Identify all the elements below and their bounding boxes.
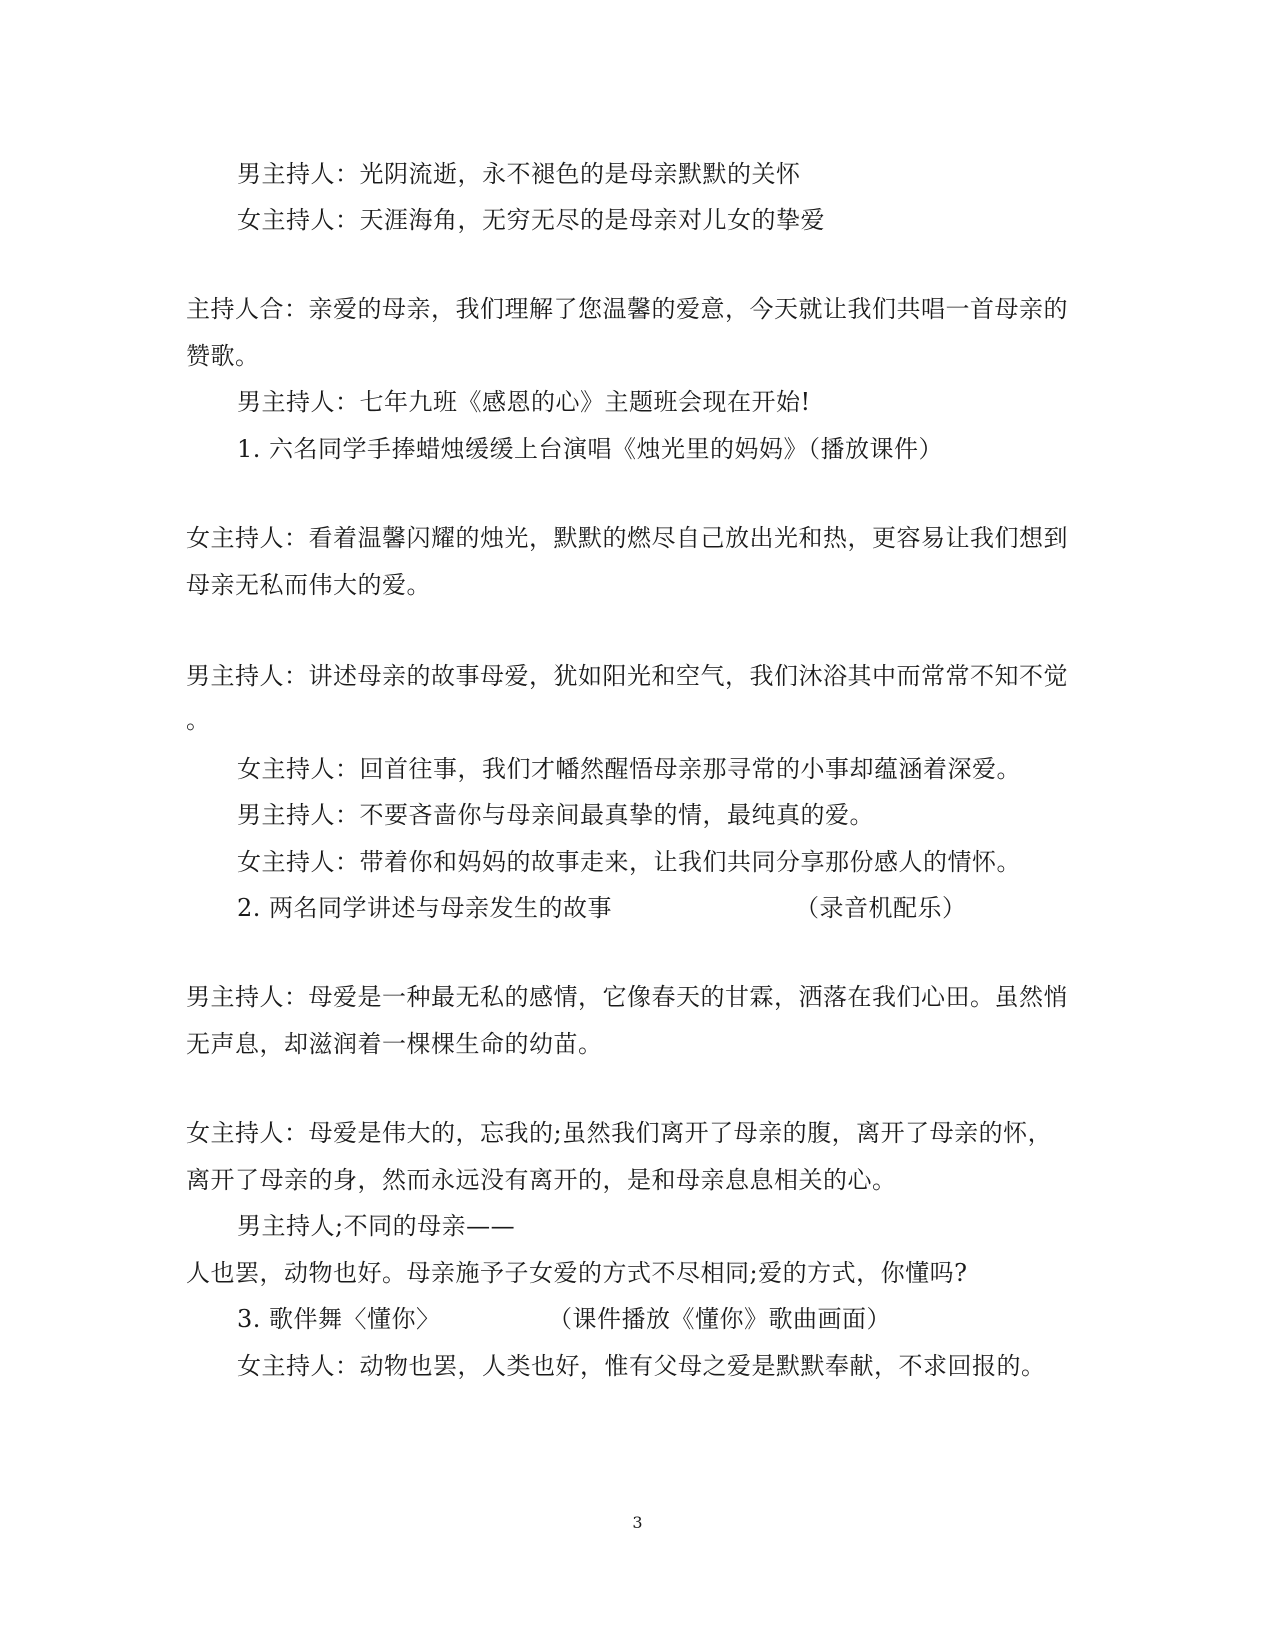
paragraph-line: 男主持人：讲述母亲的故事母爱，犹如阳光和空气，我们沐浴其中而常常不知不觉 <box>186 662 1068 690</box>
paragraph-line: 女主持人：回首往事，我们才幡然醒悟母亲那寻常的小事却蕴涵着深爱。 <box>237 755 1021 783</box>
paragraph-line: 女主持人：母爱是伟大的，忘我的;虽然我们离开了母亲的腹，离开了母亲的怀， <box>186 1119 1053 1147</box>
paragraph-line: 离开了母亲的身，然而永远没有离开的，是和母亲息息相关的心。 <box>186 1166 897 1194</box>
paragraph-line: 男主持人：光阴流逝，永不褪色的是母亲默默的关怀 <box>237 160 801 188</box>
paragraph-line: 男主持人：母爱是一种最无私的感情，它像春天的甘霖，洒落在我们心田。虽然悄 <box>186 983 1068 1011</box>
paragraph-line: 母亲无私而伟大的爱。 <box>186 571 431 599</box>
paragraph-line: 人也罢，动物也好。母亲施予子女爱的方式不尽相同;爱的方式，你懂吗? <box>186 1259 968 1287</box>
paragraph-line: 1. 六名同学手捧蜡烛缓缓上台演唱《烛光里的妈妈》（播放课件） <box>237 435 944 463</box>
paragraph-line: （课件播放《懂你》歌曲画面） <box>548 1305 891 1333</box>
paragraph-line: 男主持人;不同的母亲—— <box>237 1212 516 1240</box>
paragraph-line: （录音机配乐） <box>795 894 967 922</box>
paragraph-line: 无声息，却滋润着一棵棵生命的幼苗。 <box>186 1030 603 1058</box>
paragraph-line: 3. 歌伴舞〈懂你〉 <box>237 1305 441 1333</box>
paragraph-line: 女主持人：看着温馨闪耀的烛光，默默的燃尽自己放出光和热，更容易让我们想到 <box>186 524 1068 552</box>
page-number: 3 <box>632 1513 643 1532</box>
paragraph-line: 赞歌。 <box>186 342 260 370</box>
paragraph-line: 男主持人：七年九班《感恩的心》主题班会现在开始! <box>237 388 811 416</box>
paragraph-line: 女主持人：天涯海角，无穷无尽的是母亲对儿女的挚爱 <box>237 206 825 234</box>
paragraph-line: 女主持人：带着你和妈妈的故事走来，让我们共同分享那份感人的情怀。 <box>237 848 1021 876</box>
paragraph-line: 女主持人：动物也罢，人类也好，惟有父母之爱是默默奉献，不求回报的。 <box>237 1352 1046 1380</box>
paragraph-line: 男主持人：不要吝啬你与母亲间最真挚的情，最纯真的爱。 <box>237 801 874 829</box>
paragraph-line: 2. 两名同学讲述与母亲发生的故事 <box>237 894 613 922</box>
paragraph-line: 主持人合：亲爱的母亲，我们理解了您温馨的爱意，今天就让我们共唱一首母亲的 <box>186 295 1068 323</box>
paragraph-line: 。 <box>186 706 211 734</box>
